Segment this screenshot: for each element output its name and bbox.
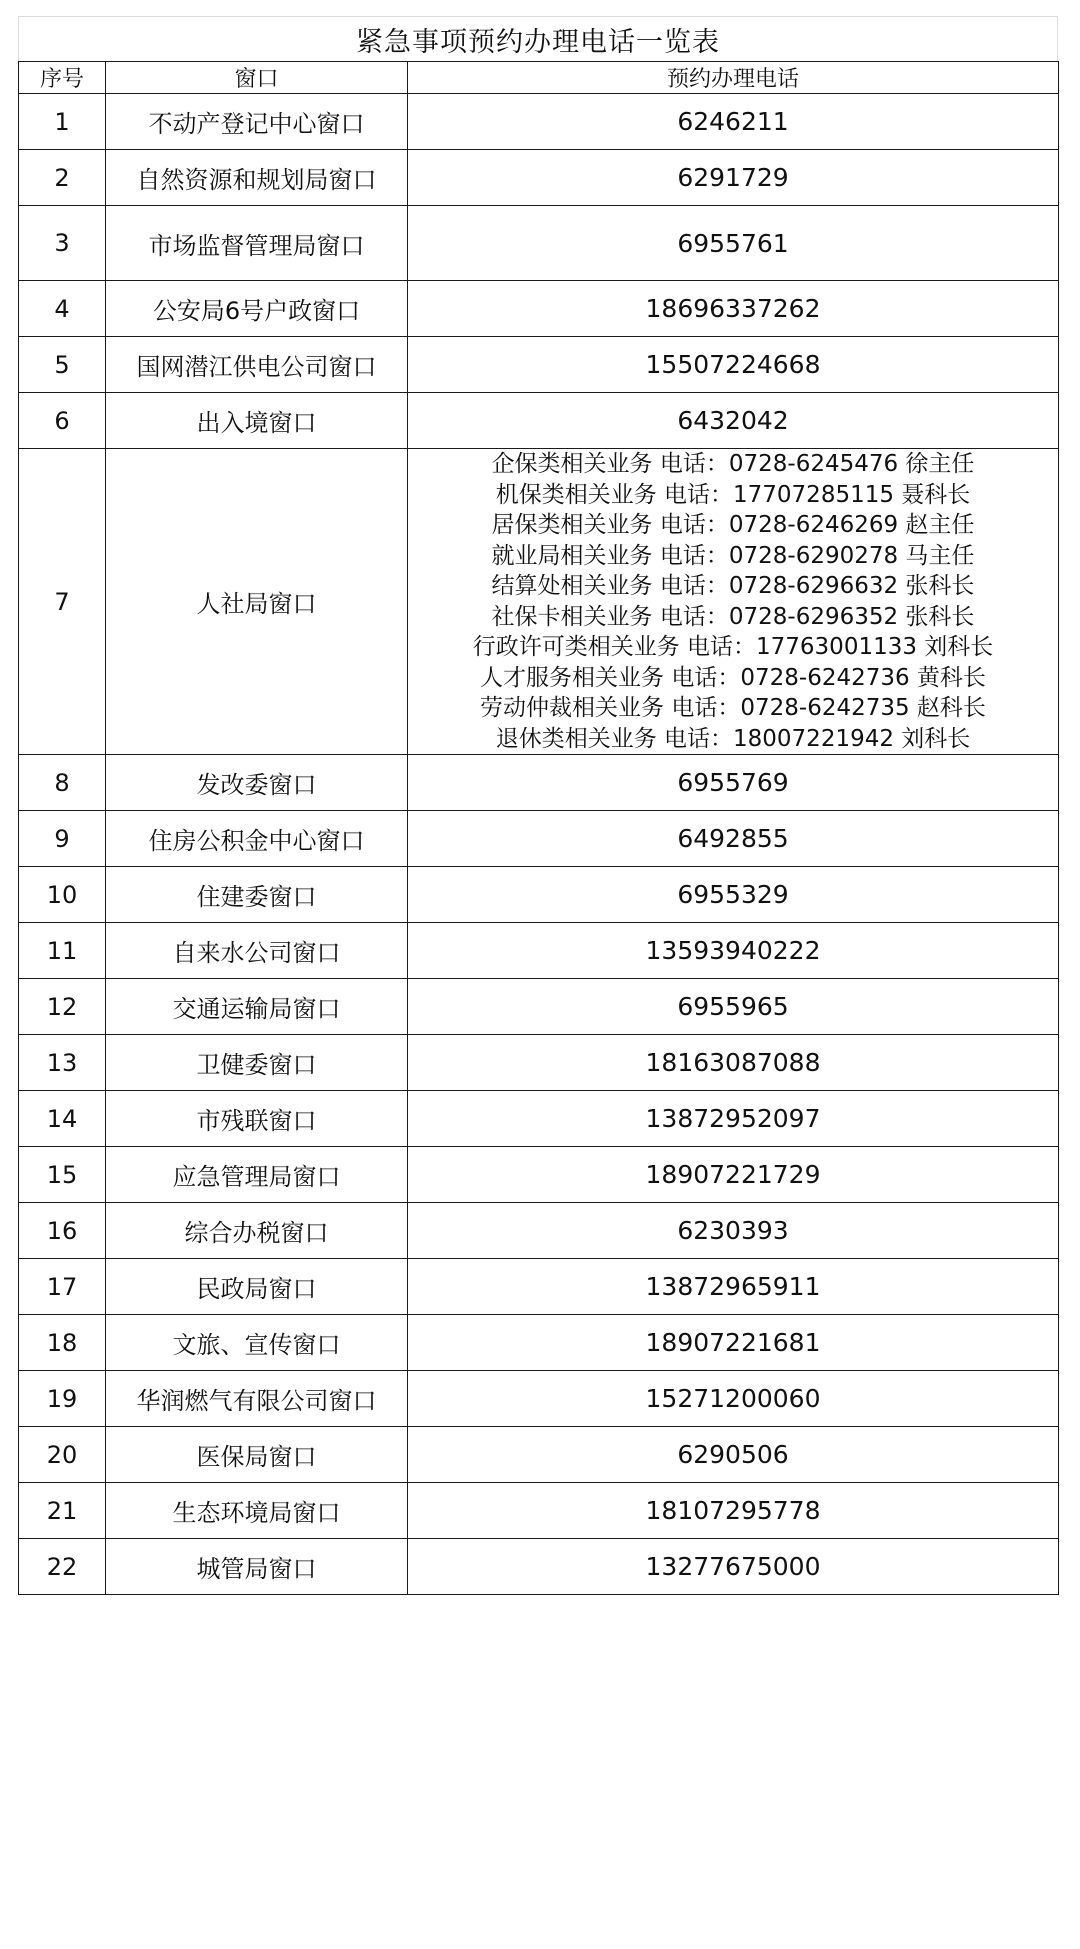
header-index: 序号 <box>19 62 106 94</box>
table-row <box>19 449 1059 755</box>
row-index: 22 <box>19 1539 106 1595</box>
window-name: 住房公积金中心窗口 <box>106 811 408 867</box>
window-name: 交通运输局窗口 <box>106 979 408 1035</box>
phone-line: 机保类相关业务 电话：17707285115 聂科长 <box>495 481 971 508</box>
row-index: 10 <box>19 867 106 923</box>
phone-table <box>18 61 1059 1595</box>
table-row <box>19 979 1059 1035</box>
table-header-row <box>19 62 1059 94</box>
phone-number: 15271200060 <box>408 1371 1059 1427</box>
page-title: 紧急事项预约办理电话一览表 <box>18 16 1058 61</box>
window-name: 自然资源和规划局窗口 <box>106 150 408 206</box>
row-index: 5 <box>19 337 106 393</box>
table-row <box>19 755 1059 811</box>
phone-line: 退休类相关业务 电话：18007221942 刘科长 <box>495 725 971 752</box>
phone-number: 13872965911 <box>408 1259 1059 1315</box>
window-name: 城管局窗口 <box>106 1539 408 1595</box>
row-index: 19 <box>19 1371 106 1427</box>
table-row <box>19 94 1059 150</box>
window-name: 市场监督管理局窗口 <box>106 206 408 281</box>
header-phone: 预约办理电话 <box>408 62 1059 94</box>
window-name: 国网潜江供电公司窗口 <box>106 337 408 393</box>
phone-number: 18163087088 <box>408 1035 1059 1091</box>
table-row <box>19 1427 1059 1483</box>
phone-number: 6290506 <box>408 1427 1059 1483</box>
row-index: 9 <box>19 811 106 867</box>
phone-number: 6955329 <box>408 867 1059 923</box>
table-row <box>19 281 1059 337</box>
window-name: 发改委窗口 <box>106 755 408 811</box>
phone-number: 18907221729 <box>408 1147 1059 1203</box>
phone-directory-sheet <box>18 16 1058 1595</box>
table-row <box>19 337 1059 393</box>
table-row <box>19 923 1059 979</box>
window-name: 自来水公司窗口 <box>106 923 408 979</box>
phone-number: 6955769 <box>408 755 1059 811</box>
row-index: 20 <box>19 1427 106 1483</box>
table-row <box>19 811 1059 867</box>
phone-number: 6432042 <box>408 393 1059 449</box>
phone-line: 居保类相关业务 电话：0728-6246269 赵主任 <box>491 512 975 538</box>
phone-line: 人才服务相关业务 电话：0728-6242736 黄科长 <box>480 664 986 691</box>
table-row <box>19 1483 1059 1539</box>
phone-line: 劳动仲裁相关业务 电话：0728-6242735 赵科长 <box>480 695 986 721</box>
row-index: 11 <box>19 923 106 979</box>
row-index: 4 <box>19 281 106 337</box>
window-name: 华润燃气有限公司窗口 <box>106 1371 408 1427</box>
phone-number: 6291729 <box>408 150 1059 206</box>
phone-number: 13872952097 <box>408 1091 1059 1147</box>
row-index: 12 <box>19 979 106 1035</box>
row-index: 17 <box>19 1259 106 1315</box>
phone-number: 6246211 <box>408 94 1059 150</box>
phone-number: 6955761 <box>408 206 1059 281</box>
phone-number: 13593940222 <box>408 923 1059 979</box>
row-index: 2 <box>19 150 106 206</box>
table-row <box>19 1203 1059 1259</box>
table-row <box>19 1035 1059 1091</box>
window-name: 民政局窗口 <box>106 1259 408 1315</box>
row-index: 8 <box>19 755 106 811</box>
phone-number: 18696337262 <box>408 281 1059 337</box>
window-name: 公安局6号户政窗口 <box>106 281 408 337</box>
phone-number <box>408 449 1059 755</box>
window-name: 出入境窗口 <box>106 393 408 449</box>
table-row <box>19 393 1059 449</box>
row-index: 1 <box>19 94 106 150</box>
phone-line: 结算处相关业务 电话：0728-6296632 张科长 <box>491 573 975 599</box>
table-row <box>19 1371 1059 1427</box>
phone-number: 18107295778 <box>408 1483 1059 1539</box>
row-index: 15 <box>19 1147 106 1203</box>
window-name: 人社局窗口 <box>106 449 408 755</box>
window-name: 卫健委窗口 <box>106 1035 408 1091</box>
phone-number: 15507224668 <box>408 337 1059 393</box>
table-row <box>19 150 1059 206</box>
phone-number: 6230393 <box>408 1203 1059 1259</box>
table-row <box>19 206 1059 281</box>
row-index: 14 <box>19 1091 106 1147</box>
window-name: 市残联窗口 <box>106 1091 408 1147</box>
window-name: 医保局窗口 <box>106 1427 408 1483</box>
row-index: 3 <box>19 206 106 281</box>
window-name: 文旅、宣传窗口 <box>106 1315 408 1371</box>
window-name: 应急管理局窗口 <box>106 1147 408 1203</box>
window-name: 生态环境局窗口 <box>106 1483 408 1539</box>
phone-line: 行政许可类相关业务 电话：17763001133 刘科长 <box>472 634 994 660</box>
row-index: 18 <box>19 1315 106 1371</box>
phone-line: 就业局相关业务 电话：0728-6290278 马主任 <box>491 542 975 569</box>
row-index: 21 <box>19 1483 106 1539</box>
phone-number: 13277675000 <box>408 1539 1059 1595</box>
phone-line: 企保类相关业务 电话：0728-6245476 徐主任 <box>491 451 975 477</box>
table-row <box>19 1539 1059 1595</box>
phone-number: 18907221681 <box>408 1315 1059 1371</box>
phone-number: 6955965 <box>408 979 1059 1035</box>
header-window: 窗口 <box>106 62 408 94</box>
table-row <box>19 867 1059 923</box>
row-index: 16 <box>19 1203 106 1259</box>
window-name: 住建委窗口 <box>106 867 408 923</box>
row-index: 6 <box>19 393 106 449</box>
table-row <box>19 1147 1059 1203</box>
window-name: 综合办税窗口 <box>106 1203 408 1259</box>
table-row <box>19 1259 1059 1315</box>
row-index: 13 <box>19 1035 106 1091</box>
table-row <box>19 1091 1059 1147</box>
phone-line: 社保卡相关业务 电话：0728-6296352 张科长 <box>491 603 975 630</box>
row-index: 7 <box>19 449 106 755</box>
table-row <box>19 1315 1059 1371</box>
window-name: 不动产登记中心窗口 <box>106 94 408 150</box>
phone-number: 6492855 <box>408 811 1059 867</box>
